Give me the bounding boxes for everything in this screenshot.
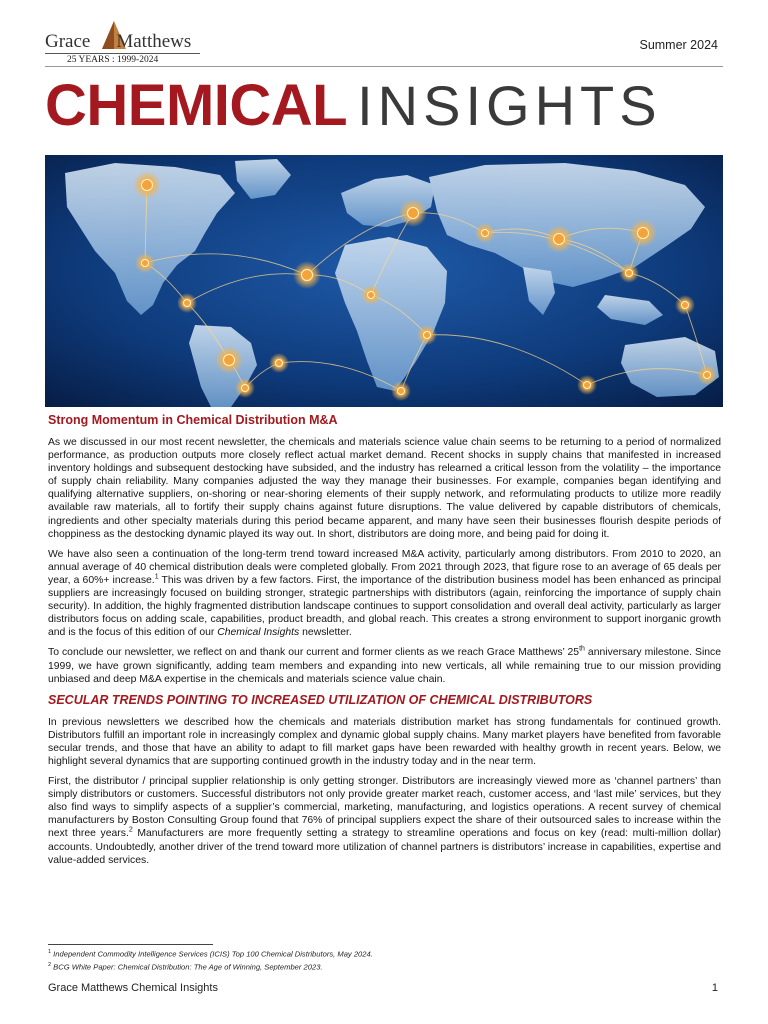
text-segment: Manufacturers are more frequently setting a strategy to streamline operations and focus on key (read: multi-million dollar) accounts. Undoubtedly, another driver of the trend toward more utilization of channel partners is distributors’ increase in capabilities, expertise and value-added services. <box>48 828 721 866</box>
network-node <box>626 270 633 277</box>
footnote-number: 2 <box>48 961 52 968</box>
title-light: INSIGHTS <box>357 74 662 137</box>
world-network-map-illustration <box>45 155 723 407</box>
company-logo <box>45 20 205 66</box>
footnote-rule <box>48 944 213 945</box>
footnote-number: 1 <box>48 949 52 955</box>
network-node <box>368 292 375 299</box>
footnote <box>48 960 721 973</box>
newsletter-title <box>45 72 725 144</box>
edition-label: Summer 2024 <box>639 38 718 52</box>
network-node <box>408 208 419 219</box>
network-node <box>554 234 565 245</box>
body-paragraph <box>48 775 721 867</box>
footnotes <box>48 947 721 972</box>
footnote-text: BCG White Paper: Chemical Distribution: The Age of Winning, September 2023. <box>51 962 323 972</box>
body-paragraph <box>48 716 721 768</box>
footnote-text: Independent Commodity Intelligence Services (ICIS) Top 100 Chemical Distributors, May 2024. <box>51 949 373 959</box>
body-paragraph <box>48 436 721 541</box>
text-segment: First, the distributor / principal supplier relationship is only getting stronger. Distributors are increasingly viewed more as ‘channel partners’ than simply distributors or customers. Successful distributors not only provide greater market reach, customer access, and ‘last mile’ services, but they also find ways to simplify aspects of a supplier’s commercial, marketing, manufacturing, and logistics operations. A recent survey of chemical manufacturers by Boston Consulting Group found that 76% of principal suppliers expect the share of their outsourced sales to increase within the next three years. <box>48 776 721 840</box>
footnote-ref: 2 <box>128 826 133 834</box>
text-segment: This was driven by a few factors. First, the importance of the distribution business model has been enhanced as principal suppliers are increasingly focused on building stronger, strategic partnerships with distributors (again, reinforcing the importance of supply chain security). In addition, the highly fragmented distribution landscape continues to support consolidation and overall deal activity, particularly as larger distributors focus on adding scale, capabilities, product breadth, and global reach. This creates a strong environment to support inorganic growth and is the focus of this edition of our <box>48 574 722 639</box>
network-node <box>302 270 313 281</box>
footer-publication-name: Grace Matthews Chemical Insights <box>48 982 218 994</box>
page-number: 1 <box>711 982 718 994</box>
network-node <box>704 372 711 379</box>
italic-text: Chemical Insights <box>217 627 300 639</box>
footnote-ref: 1 <box>154 573 159 581</box>
footnote <box>48 947 721 960</box>
footnote-ref: th <box>579 645 585 653</box>
network-node <box>142 180 153 191</box>
network-node <box>424 332 431 339</box>
text-segment: As we discussed in our most recent newsletter, the chemicals and materials science value chain seems to be returning to a period of normalized performance, as production outputs more closely reflect actual market demand. Recent shocks in supply chains that manifested in increased inventory holdings and subsequent destocking have subsided, and the industry has relearned a critical lesson from the volatility – the importance of supply chain reliability. Many companies adjusted the way they manage their businesses. For example, companies began identifying and qualifying alternative suppliers, on-shoring or near-shoring elements of their supply network, and reformulating products to utilize more readily available raw materials, all to fortify their supply chains against future disruptions. The value delivered by capable distributors of chemicals, ingredients and other specialty materials during this period became apparent, and many have seen their businesses flourish despite periods of choppiness as the destocking dynamic played its way out. In short, distributors are doing more, and being paid for doing it. <box>48 437 721 540</box>
hero-image <box>45 155 723 407</box>
network-node <box>184 300 191 307</box>
network-node <box>224 355 235 366</box>
header-divider <box>45 66 723 67</box>
network-node <box>242 385 249 392</box>
logo-name-first: Grace <box>45 31 91 52</box>
text-segment: We have also seen a continuation of the long-term trend toward increased M&A activity, particularly among distributors. From 2010 to 2020, an annual average of 40 chemical distribution deals were completed globally. From 2021 through 2023, that figure rose to an average of 65 deals per year, a 60%+ increase. <box>48 548 721 586</box>
title-bold: CHEMICAL <box>45 73 348 138</box>
network-node <box>584 382 591 389</box>
article-body <box>48 413 721 874</box>
network-node <box>398 388 405 395</box>
network-node <box>682 302 689 309</box>
logo-tagline: 25 YEARS : 1999-2024 <box>67 55 159 65</box>
network-node <box>482 230 489 237</box>
body-paragraph <box>48 548 721 640</box>
network-node <box>276 360 283 367</box>
network-node <box>142 260 149 267</box>
network-node <box>638 228 649 239</box>
logo-rule <box>45 53 200 54</box>
text-segment: To conclude our newsletter, we reflect on and thank our current and former clients as we reach Grace Matthews’ 25 <box>48 647 580 659</box>
body-paragraph <box>48 646 721 685</box>
section-heading-momentum: Strong Momentum in Chemical Distribution M&A <box>48 413 338 427</box>
text-segment: newsletter. <box>299 627 352 639</box>
text-segment: In previous newsletters we described how the chemicals and materials distribution market has strong fundamentals for continued growth. Distributors fulfill an important role in increasingly complex and dynamic global supply chains. Many market players have benefited from favorable secular trends, and those that have an ability to adapt to fill market gaps have been rewarded with healthy growth in recent years. Below, we highlight several dynamics that are supporting continued growth in the industry today and in the near term. <box>48 716 721 767</box>
text-segment: anniversary milestone. Since 1999, we have grown significantly, adding team members and expanding into new verticals, all while remaining true to our mission providing unbiased and deep M&A expertise in the chemicals and materials science value chain. <box>48 647 722 685</box>
logo-wordmark <box>45 31 191 53</box>
section-heading-secular-trends: SECULAR TRENDS POINTING TO INCREASED UTILIZATION OF CHEMICAL DISTRIBUTORS <box>48 692 593 707</box>
logo-name-second: Matthews <box>116 31 192 52</box>
